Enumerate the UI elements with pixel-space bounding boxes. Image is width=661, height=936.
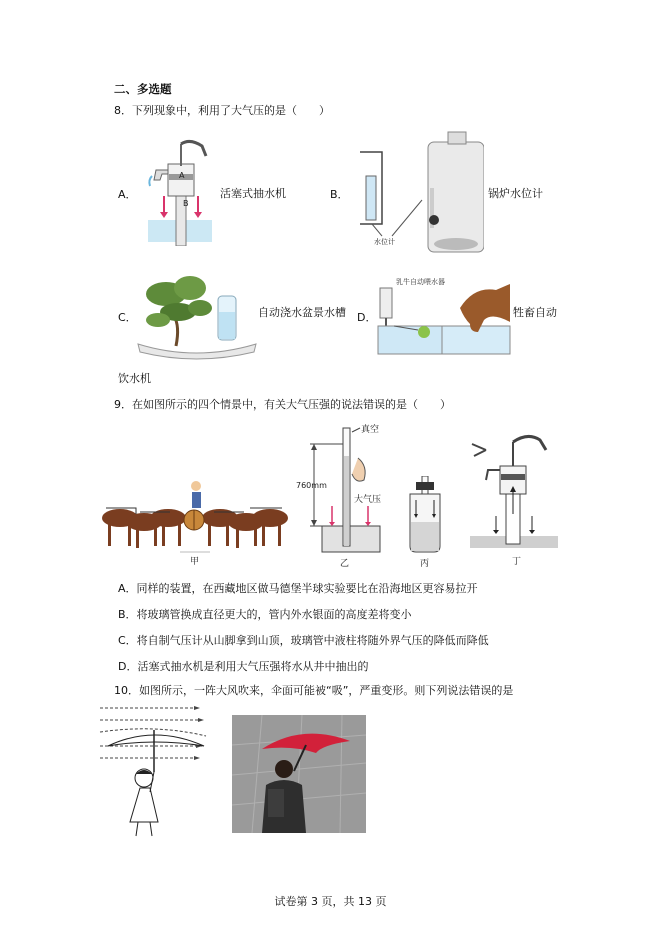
- pump-spout: [154, 170, 168, 180]
- q9-stem: 9．在如图所示的四个情景中，有关大气压强的说法错误的是（ ）: [114, 398, 451, 411]
- q8-option-a-text: 活塞式抽水机: [220, 187, 286, 200]
- section-title: 二、多选题: [114, 82, 172, 96]
- feeder-tank: [378, 326, 442, 354]
- pump-pipe: [176, 188, 186, 246]
- q8-option-d-text: 牲畜自动: [513, 306, 557, 319]
- fig-label-ding: 丁: [512, 557, 522, 567]
- fig-label-jia: 甲: [190, 557, 200, 567]
- girl-dress: [130, 788, 158, 822]
- q9-option-c: C．将自制气压计从山脚拿到山顶，玻璃管中液柱将随外界气压的降低而降低: [118, 634, 489, 647]
- pump-label-b: B: [183, 199, 189, 208]
- q8-option-b-text: 锅炉水位计: [488, 187, 543, 200]
- feeder-label: 乳牛自动喂水器: [396, 278, 445, 286]
- gauge-label: 水位计: [374, 238, 395, 246]
- fig-label-yi: 乙: [340, 559, 350, 569]
- boiler-figure: [352, 128, 484, 256]
- umbrella-photo-figure: [232, 715, 366, 833]
- pump-handle: [181, 141, 206, 156]
- q8-option-a-letter: A．: [118, 188, 137, 201]
- q10-stem: 10．如图所示，一阵大风吹来，伞面可能被“吸”，严重变形。则下列说法错误的是: [114, 684, 514, 697]
- q8-option-d-text-continued: 饮水机: [118, 372, 151, 385]
- hand: [352, 458, 365, 481]
- q9-option-b: B．将玻璃管换成直径更大的，管内外水银面的高度差将变小: [118, 608, 412, 621]
- piston-pump-figure-ding: [468, 430, 560, 570]
- mercury-trough: [322, 526, 380, 552]
- q8-option-c-text: 自动浇水盆景水槽: [258, 306, 346, 319]
- fig-label-bing: 丙: [420, 559, 430, 569]
- bottle-stopper: [416, 482, 434, 490]
- livestock-feeder-figure: [374, 272, 514, 360]
- homemade-barometer-figure: [404, 476, 454, 570]
- piston-pump-figure: [146, 136, 214, 246]
- bonsai-tray: [138, 344, 256, 359]
- torricelli-figure: [296, 422, 396, 570]
- umbrella-canopy: [108, 735, 204, 746]
- atmosphere-label: 大气压: [354, 495, 382, 505]
- q8-stem: 8．下列现象中，利用了大气压的是（ ）: [114, 104, 330, 117]
- height-label-760mm: 760mm: [296, 481, 327, 490]
- horse-team-left: [102, 509, 186, 548]
- q8-option-d-letter: D．: [357, 311, 377, 324]
- vacuum-label: 真空: [361, 425, 380, 435]
- water-level-gauge: [366, 176, 376, 220]
- bonsai-figure: [136, 266, 258, 362]
- person-head: [275, 760, 293, 778]
- magdeburg-hemispheres-figure: [100, 468, 290, 568]
- q8-option-b-letter: B．: [330, 188, 349, 201]
- pump-handle-ding: [513, 436, 546, 450]
- pump-label-a: A: [179, 171, 185, 180]
- page-footer: 试卷第 3 页，共 13 页: [274, 895, 387, 908]
- q9-option-d: D．活塞式抽水机是利用大气压强将水从井中抽出的: [118, 660, 369, 673]
- umbrella-drawing-figure: [96, 702, 216, 842]
- wind-lines: [100, 708, 206, 758]
- boiler-body: [428, 142, 484, 252]
- q8-option-c-letter: C．: [118, 311, 137, 324]
- person-on-hemispheres: [192, 492, 201, 508]
- horse-team-right: [202, 509, 288, 548]
- q9-option-a: A．同样的装置，在西藏地区做马德堡半球实验要比在沿海地区更容易拉开: [118, 582, 478, 595]
